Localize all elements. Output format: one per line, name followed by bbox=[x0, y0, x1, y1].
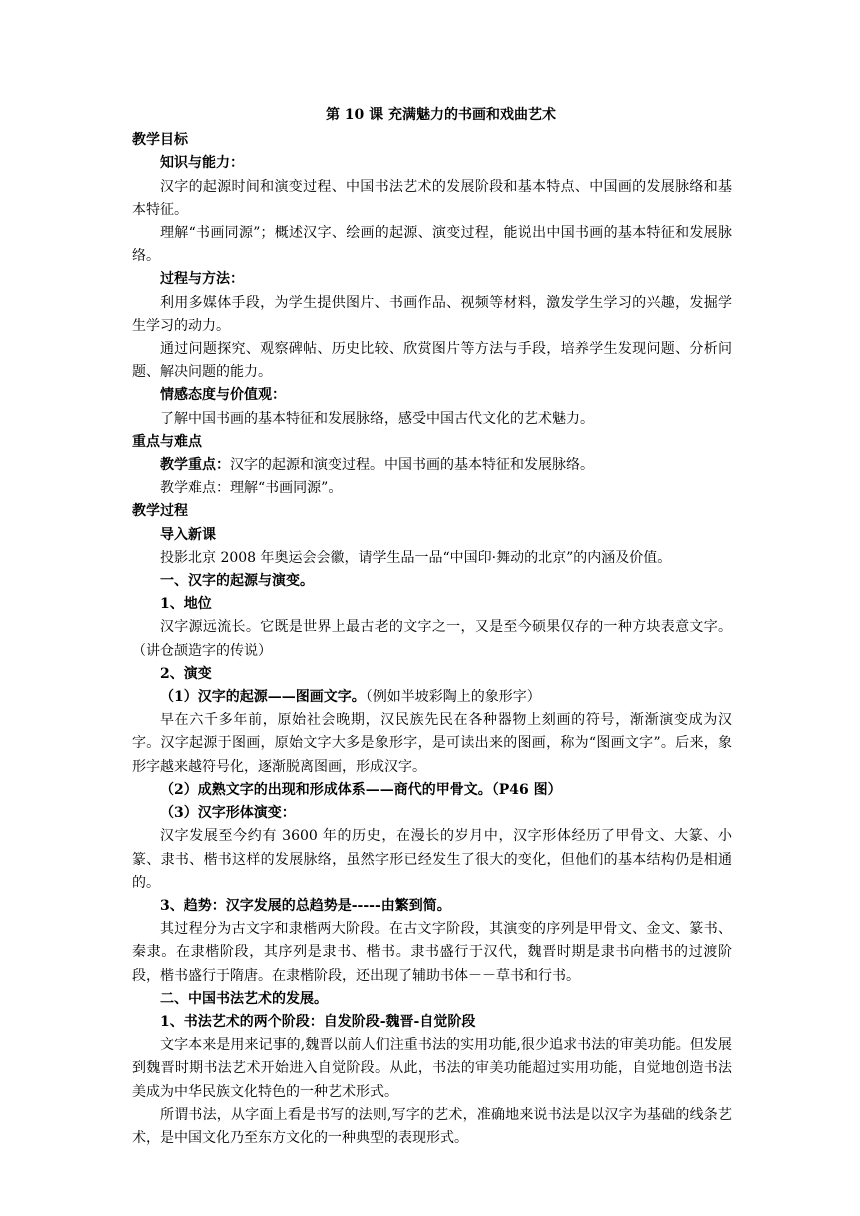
heading-trend: 3、趋势：汉字发展的总趋势是-----由繁到简。 bbox=[160, 897, 451, 914]
paragraph-knowledge-2: 理解“书画同源”；概述汉字、绘画的起源、演变过程，能说出中国书画的基本特征和发展脉络。 bbox=[132, 225, 732, 265]
heading-stages: 1、书法艺术的两个阶段：自发阶段-魏晋-自觉阶段 bbox=[160, 1013, 476, 1030]
heading-goals: 教学目标 bbox=[132, 132, 188, 149]
heading-process-method: 过程与方法： bbox=[160, 271, 244, 288]
paragraph-stages-2: 所谓书法，从字面上看是书写的法则,写字的艺术，准确地来说书法是以汉字为基础的线条艺术，是中国文化乃至东方文化的一种典型的表现形式。 bbox=[132, 1106, 732, 1146]
heading-evolution: 2、演变 bbox=[160, 665, 212, 682]
paragraph-status: 汉字源远流长。它既是世界上最古老的文字之一，又是至今硕果仅存的一种方块表意文字。（讲仓颉造字的传说） bbox=[132, 619, 732, 659]
paragraph-origin: 早在六千多年前，原始社会晚期，汉民族先民在各种器物上刻画的符号，渐渐演变成为汉字。汉字起源于图画，原始文字大多是象形字，是可读出来的图画，称为“图画文字”。后来，象形字越来越符号化，逐渐脱离图画，形成汉字。 bbox=[132, 712, 732, 775]
paragraph-form: 汉字发展至今约有 3600 年的历史，在漫长的岁月中，汉字形体经历了甲骨文、大篆、小篆、隶书、楷书这样的发展脉络，虽然字形已经发生了很大的变化，但他们的基本结构仍是相通的。 bbox=[132, 828, 732, 891]
paragraph-stages-1: 文字本来是用来记事的,魏晋以前人们注重书法的实用功能,很少追求书法的审美功能。但发展到魏晋时期书法艺术开始进入自觉阶段。从此，书法的审美功能超过实用功能，自觉地创造书法美成为中华民族文化特色的一种艺术形式。 bbox=[132, 1037, 732, 1100]
heading-part2: 二、中国书法艺术的发展。 bbox=[160, 990, 328, 1007]
heading-emotion: 情感态度与价值观： bbox=[160, 387, 286, 404]
paragraph-trend: 其过程分为古文字和隶楷两大阶段。在古文字阶段，其演变的序列是甲骨文、金文、篆书、秦隶。在隶楷阶段，其序列是隶书、楷书。隶书盛行于汉代，魏晋时期是隶书向楷书的过渡阶段，楷书盛行于隋唐。在隶楷阶段，还出现了辅助书体－－草书和行书。 bbox=[132, 921, 732, 984]
heading-intro: 导入新课 bbox=[160, 526, 216, 543]
paragraph-intro: 投影北京 2008 年奥运会会徽，请学生品一品“中国印·舞动的北京”的内涵及价值。 bbox=[160, 549, 672, 566]
paragraph-process-2: 通过问题探究、观察碑帖、历史比较、欣赏图片等方法与手段，培养学生发现问题、分析问题、解决问题的能力。 bbox=[132, 341, 732, 381]
heading-teaching-process: 教学过程 bbox=[132, 503, 188, 520]
paragraph-knowledge-1: 汉字的起源时间和演变过程、中国书法艺术的发展阶段和基本特点、中国画的发展脉络和基本特征。 bbox=[132, 178, 732, 218]
heading-part1: 一、汉字的起源与演变。 bbox=[160, 573, 314, 590]
paragraph-origin-heading bbox=[132, 686, 732, 709]
page-title: 第 10 课 充满魅力的书画和戏曲艺术 bbox=[325, 107, 557, 123]
heading-knowledge: 知识与能力： bbox=[160, 155, 244, 172]
paragraph-process-1: 利用多媒体手段，为学生提供图片、书画作品、视频等材料，激发学生学习的兴趣，发掘学生学习的动力。 bbox=[132, 294, 732, 334]
origin-rest: （例如半坡彩陶上的象形字） bbox=[365, 689, 541, 706]
document-page bbox=[132, 104, 732, 1150]
heading-form: （3）汉字形体演变： bbox=[160, 805, 296, 822]
key-label: 教学重点： bbox=[160, 457, 230, 474]
paragraph-difficulty: 教学难点：理解“书画同源”。 bbox=[160, 480, 343, 497]
key-text: 汉字的起源和演变过程。中国书画的基本特征和发展脉络。 bbox=[230, 457, 594, 474]
heading-status: 1、地位 bbox=[160, 596, 212, 613]
origin-bold: （1）汉字的起源——图画文字。 bbox=[160, 689, 366, 706]
paragraph-key bbox=[132, 454, 732, 477]
heading-keypoints: 重点与难点 bbox=[132, 433, 202, 450]
heading-mature: （2）成熟文字的出现和形成体系——商代的甲骨文。（P46 图） bbox=[160, 781, 562, 798]
paragraph-emotion: 了解中国书画的基本特征和发展脉络，感受中国古代文化的艺术魅力。 bbox=[160, 410, 594, 427]
